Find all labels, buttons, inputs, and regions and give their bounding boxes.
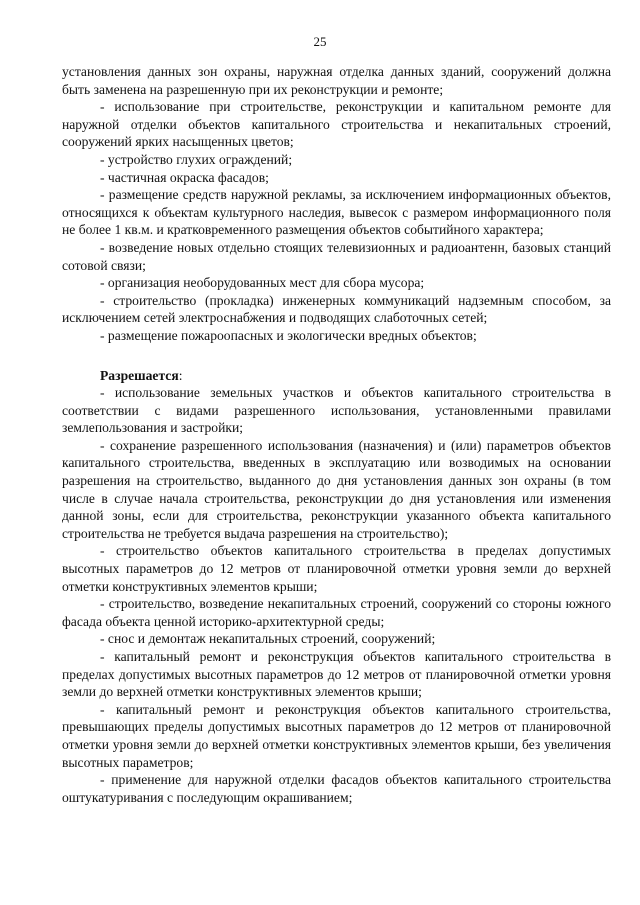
section-heading-colon: : — [178, 367, 183, 383]
list-item: - снос и демонтаж некапитальных строений, сооружений; — [100, 631, 436, 647]
list-item: - организация необорудованных мест для сбора мусора; — [100, 275, 425, 291]
list-item: - строительство, возведение некапитальных строений, сооружений со стороны южного фасада объекта ценной историко-архитектурной среды; — [62, 596, 611, 629]
list-item: - применение для наружной отделки фасадов объектов капитального строительства оштукатуривания с последующим окрашиванием; — [62, 772, 611, 805]
paragraph-spacer — [62, 345, 611, 367]
list-item: - сохранение разрешенного использования (назначения) и (или) параметров объектов капитального строительства, введенных в эксплуатацию или возводимых на основании разрешения на строительство, выданного до дня установления данных зон охраны (в том числе в случае начала строительства, реконструкции до дня установления или изменения данной зоны, если для строительства, реконструкции указанного объекта капитального строительства не требуется выдача разрешения на строительство); — [62, 437, 611, 541]
list-item: - размещение пожароопасных и экологически вредных объектов; — [100, 327, 477, 343]
list-item: - строительство объектов капитального строительства в пределах допустимых высотных параметров до 12 метров от планировочной отметки уровня земли до верхней отметки конструктивных элементов крыши; — [62, 543, 611, 594]
list-item: - устройство глухих ограждений; — [100, 151, 293, 167]
document-body — [62, 63, 611, 806]
list-item: - капитальный ремонт и реконструкция объектов капитального строительства в пределах допустимых высотных параметров до 12 метров от планировочной отметки уровня земли до верхней отметки конструктивных элементов крыши; — [62, 649, 611, 700]
list-item: - возведение новых отдельно стоящих телевизионных и радиоантенн, базовых станций сотовой связи; — [62, 239, 611, 273]
list-item: - строительство (прокладка) инженерных коммуникаций надземным способом, за исключением сетей электроснабжения и подводящих слаботочных сетей; — [62, 292, 611, 326]
prohibitions-list — [62, 63, 611, 345]
section-heading — [62, 367, 611, 385]
section-heading-title: Разрешается — [100, 367, 179, 383]
page-number: 25 — [313, 34, 327, 49]
list-item: - использование земельных участков и объектов капитального строительства в соответствии с видами разрешенного использования, установленными правилами землепользования и застройки; — [62, 385, 611, 436]
list-item: - размещение средств наружной рекламы, за исключением информационных объектов, относящихся к объектам культурного наследия, вывесок с размером информационного поля не более 1 кв.м. и кратковременного размещения объектов событийного характера; — [62, 187, 611, 238]
list-item: установления данных зон охраны, наружная отделка данных зданий, сооружений должна быть заменена на разрешенную при их реконструкции и ремонте; — [62, 64, 611, 97]
list-item: - капитальный ремонт и реконструкция объектов капитального строительства, превышающих пределы допустимых высотных параметров до 12 метров от планировочной отметки уровня земли до верхней отметки конструктивных элементов крыши, без увеличения высотных параметров; — [62, 701, 611, 770]
list-item: - частичная окраска фасадов; — [100, 169, 269, 185]
permissions-list — [62, 384, 611, 806]
list-item: - использование при строительстве, реконструкции и капитальном ремонте для наружной отделки объектов капитального строительства и некапитальных строений, сооружений ярких насыщенных цветов; — [62, 99, 611, 150]
